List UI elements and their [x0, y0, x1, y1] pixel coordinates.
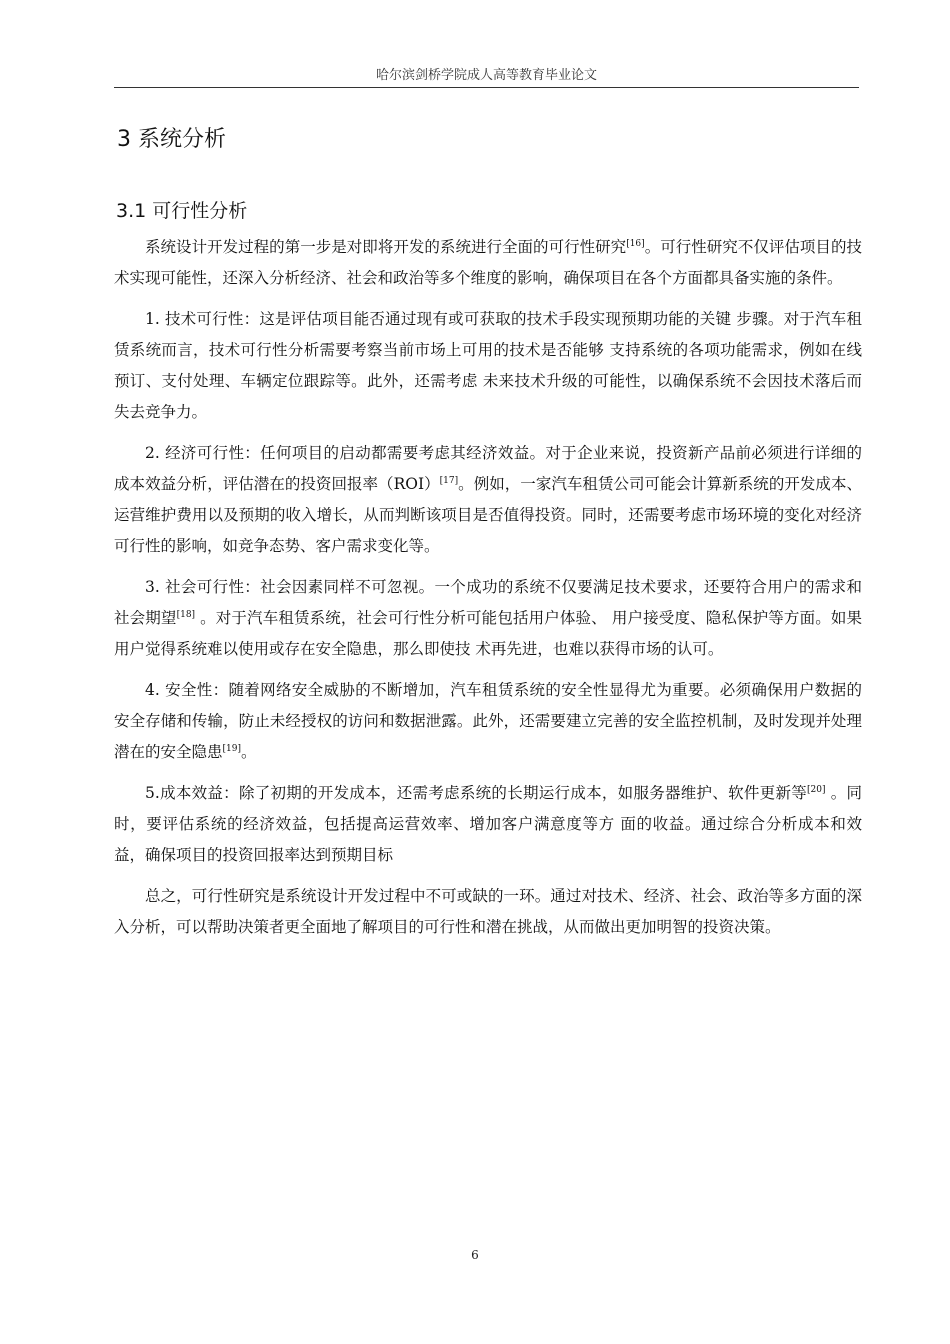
- technical-feasibility-paragraph: 1. 技术可行性：这是评估项目能否通过现有或可获取的技术手段实现预期功能的关键 步骤。对于汽车租赁系统而言，技术可行性分析需要考察当前市场上可用的技术是否能够 支持系统的各项功能需求，例如在线预订、支付处理、车辆定位跟踪等。此外，还需考虑 未来技术升级的可能性，以确保系统不会因技术落后而失去竞争力。: [114, 310, 862, 421]
- security-paragraph: [114, 675, 862, 768]
- citation-18: [18]: [176, 609, 196, 620]
- citation-19: [19]: [222, 743, 241, 754]
- citation-17: [17]: [439, 475, 459, 486]
- summary-paragraph: 总之，可行性研究是系统设计开发过程中不可或缺的一环。通过对技术、经济、社会、政治等多方面的深入分析，可以帮助决策者更全面地了解项目的可行性和潜在挑战，从而做出更加明智的投资决策。: [114, 887, 862, 936]
- intro-text-a: 系统设计开发过程的第一步是对即将开发的系统进行全面的可行性研究: [145, 238, 627, 256]
- social-feasibility-paragraph: [114, 572, 862, 665]
- security-text-b: 。: [241, 743, 257, 761]
- social-text-a: 3. 社会可行性：社会因素同样不可忽视。一个成功的系统不仅要满足技术要求，还要符合用户的需求和社会期望: [114, 578, 862, 627]
- security-text-a: 4. 安全性：随着网络安全威胁的不断增加，汽车租赁系统的安全性显得尤为重要。必须确保用户数据的安全存储和传输，防止未经授权的访问和数据泄露。此外，还需要建立完善的安全监控机制，及时发现并处理潜在的安全隐患: [114, 681, 862, 761]
- cost-text-a: 5.成本效益：除了初期的开发成本，还需考虑系统的长期运行成本，如服务器维护、软件更新等: [145, 784, 808, 802]
- intro-text-b: 。可行性研究不仅评估项目的技术实现可能性，还深入分析经济、社会和政治等多个维度的影响，确保项目在各个方面都具备实施的条件。: [114, 238, 862, 287]
- cost-benefit-paragraph: [114, 778, 862, 871]
- page-content: [114, 118, 862, 943]
- economic-feasibility-paragraph: [114, 438, 862, 562]
- intro-paragraph: [114, 232, 862, 294]
- running-header: 哈尔滨剑桥学院成人高等教育毕业论文: [375, 68, 597, 83]
- section-title: 3.1 可行性分析: [116, 200, 248, 222]
- chapter-title: 3 系统分析: [117, 127, 226, 152]
- econ-text-b: 。例如，一家汽车租赁公司可能会计算新系统的开发成本、运营维护费用以及预期的收入增长，从而判断该项目是否值得投资。同时，还需要考虑市场环境的变化对经济可行性的影响，如竞争态势、客户需求变化等。: [114, 475, 862, 555]
- social-text-b: 。对于汽车租赁系统，社会可行性分析可能包括用户体验、 用户接受度、隐私保护等方面。如果用户觉得系统难以使用或存在安全隐患，那么即使技 术再先进，也难以获得市场的认可。: [114, 609, 862, 658]
- header-rule: [114, 87, 859, 88]
- cost-text-b: 。同时，要评估系统的经济效益，包括提高运营效率、增加客户满意度等方 面的收益。通过综合分析成本和效益，确保项目的投资回报率达到预期目标: [114, 784, 862, 864]
- citation-16: [16]: [626, 238, 645, 249]
- page-number: 6: [471, 1248, 479, 1262]
- citation-20: [20]: [807, 784, 826, 795]
- econ-text-a: 2. 经济可行性：任何项目的启动都需要考虑其经济效益。对于企业来说，投资新产品前必须进行详细的成本效益分析，评估潜在的投资回报率（ROI）: [114, 444, 862, 493]
